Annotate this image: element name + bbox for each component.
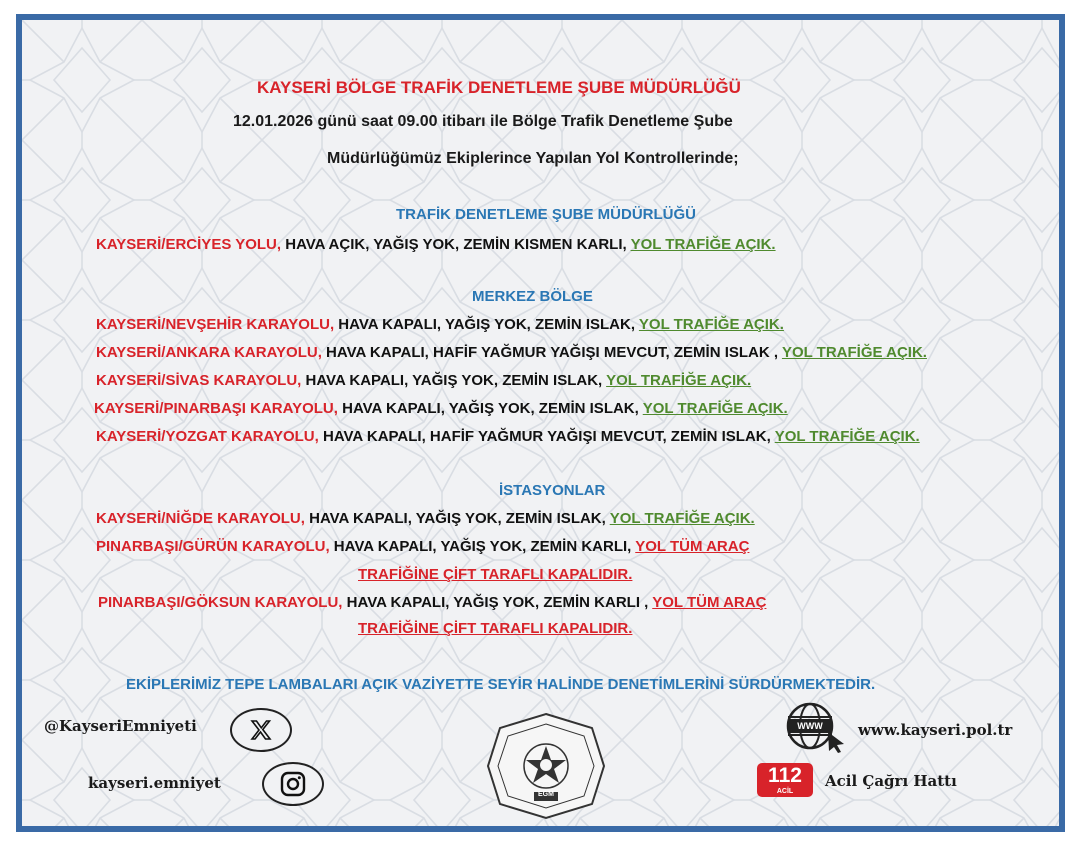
road-conditions: HAVA KAPALI, YAĞIŞ YOK, ZEMİN ISLAK, [334,316,639,333]
slogan: EKİPLERİMİZ TEPE LAMBALARI AÇIK VAZİYETTE SEYİR HALİNDE DENETİMLERİNİ SÜRDÜRMEKTEDİR. [126,676,876,693]
police-seal-icon [482,710,610,822]
road-closed-status-cont: TRAFİĞİNE ÇİFT TARAFLI KAPALIDIR. [358,620,633,637]
road-open-status: YOL TRAFİĞE AÇIK. [642,400,788,417]
instagram-icon[interactable] [262,762,324,806]
road-status-row [96,236,776,254]
twitter-handle[interactable]: @KayseriEmniyeti [44,717,197,735]
section-heading-traffic-directorate: TRAFİK DENETLEME ŞUBE MÜDÜRLÜĞÜ [396,206,696,223]
road-name: KAYSERİ/NİĞDE KARAYOLU, [96,510,305,527]
road-conditions: HAVA KAPALI, HAFİF YAĞMUR YAĞIŞI MEVCUT, ZEMİN ISLAK, [318,428,775,445]
road-status-row [96,510,755,528]
www-icon-text: WWW [797,721,823,731]
road-name: PINARBAŞI/GÜRÜN KARAYOLU, [96,538,330,555]
subtitle-line-1: 12.01.2026 günü saat 09.00 itibarı ile Bölge Trafik Denetleme Şube [233,113,733,130]
emergency-sub: ACİL [776,788,794,795]
road-closed-status: YOL TÜM ARAÇ [635,538,750,555]
road-name: KAYSERİ/YOZGAT KARAYOLU, [96,428,319,445]
road-status-row [96,428,920,446]
road-name: PINARBAŞI/GÖKSUN KARAYOLU, [98,594,343,611]
road-open-status: YOL TRAFİĞE AÇIK. [606,372,752,389]
road-status-row [98,594,766,612]
road-conditions: HAVA KAPALI, HAFİF YAĞMUR YAĞIŞI MEVCUT, ZEMİN ISLAK , [321,344,782,361]
road-closed-status-cont: TRAFİĞİNE ÇİFT TARAFLI KAPALIDIR. [358,566,633,583]
road-conditions: HAVA AÇIK, YAĞIŞ YOK, ZEMİN KISMEN KARLI, [281,236,631,253]
road-name: KAYSERİ/ERCİYES YOLU, [96,236,282,253]
road-conditions: HAVA KAPALI, YAĞIŞ YOK, ZEMİN ISLAK, [301,372,607,389]
road-status-row [96,316,784,334]
road-conditions: HAVA KAPALI, YAĞIŞ YOK, ZEMİN KARLI, [329,538,636,555]
road-conditions: HAVA KAPALI, YAĞIŞ YOK, ZEMİN KARLI , [342,594,653,611]
road-open-status: YOL TRAFİĞE AÇIK. [609,510,755,527]
document-title: KAYSERİ BÖLGE TRAFİK DENETLEME ŞUBE MÜDÜRLÜĞÜ [257,78,741,97]
emergency-number: 112 [768,764,802,787]
document-frame [16,14,1065,832]
road-name: KAYSERİ/PINARBAŞI KARAYOLU, [94,400,338,417]
road-status-row [96,344,927,362]
subtitle-line-2: Müdürlüğümüz Ekiplerince Yapılan Yol Kontrollerinde; [327,150,739,167]
road-open-status: YOL TRAFİĞE AÇIK. [630,236,776,253]
road-open-status: YOL TRAFİĞE AÇIK. [774,428,920,445]
road-conditions: HAVA KAPALI, YAĞIŞ YOK, ZEMİN ISLAK, [304,510,610,527]
road-open-status: YOL TRAFİĞE AÇIK. [781,344,927,361]
section-heading-central-region: MERKEZ BÖLGE [472,288,593,305]
emergency-label: Acil Çağrı Hattı [825,772,957,790]
x-logo-icon[interactable] [230,708,292,752]
road-status-row [96,372,751,390]
road-conditions: HAVA KAPALI, YAĞIŞ YOK, ZEMİN ISLAK, [337,400,643,417]
website-link[interactable]: www.kayseri.pol.tr [858,721,1013,739]
road-status-row [94,400,788,418]
road-status-row [96,538,749,556]
instagram-handle[interactable]: kayseri.emniyet [88,774,221,792]
road-closed-status: YOL TÜM ARAÇ [652,594,767,611]
road-name: KAYSERİ/SİVAS KARAYOLU, [96,372,302,389]
police-seal-abbr: EGM [538,791,554,798]
road-name: KAYSERİ/ANKARA KARAYOLU, [96,344,322,361]
road-open-status: YOL TRAFİĞE AÇIK. [638,316,784,333]
road-name: KAYSERİ/NEVŞEHİR KARAYOLU, [96,316,335,333]
section-heading-stations: İSTASYONLAR [499,482,606,499]
emergency-112-icon[interactable] [757,763,813,797]
